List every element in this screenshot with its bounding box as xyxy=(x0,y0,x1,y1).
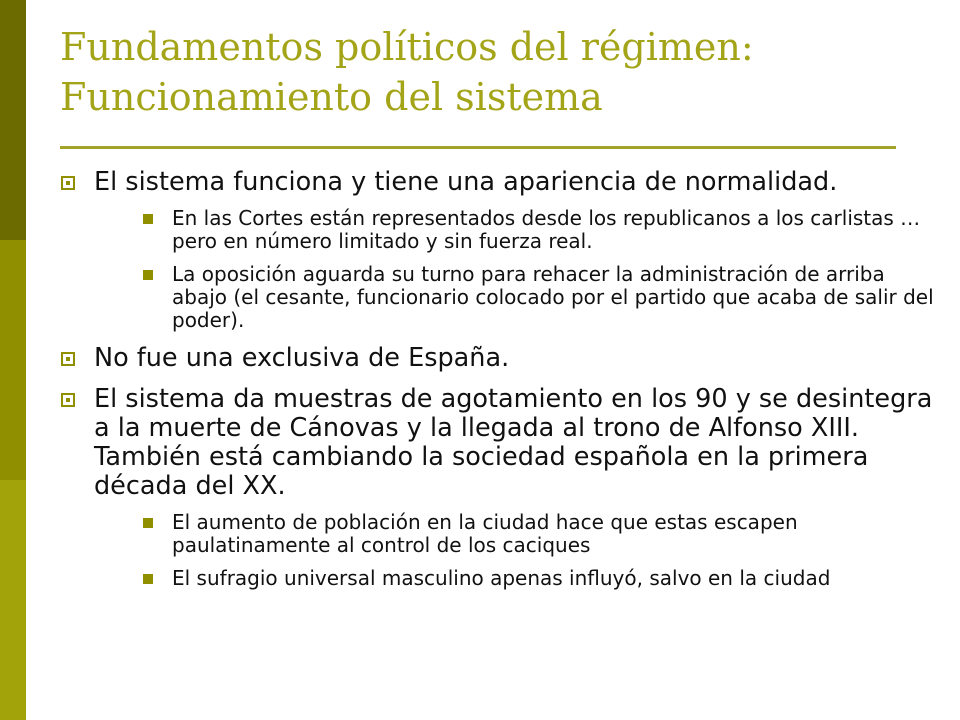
bullet-point-2 xyxy=(60,344,940,373)
sub-bullet-text: La oposición aguarda su turno para rehacer la administración de arriba abajo (el cesante, funcionario colocado por el partido que acaba de salir del poder). xyxy=(172,262,934,332)
filled-square-bullet-icon xyxy=(143,214,153,224)
square-bullet-icon xyxy=(61,393,75,407)
sidebar-band-light xyxy=(0,480,26,720)
bullet-point-text: No fue una exclusiva de España. xyxy=(94,343,510,373)
sidebar-band-mid xyxy=(0,240,26,480)
sidebar-band-dark xyxy=(0,0,26,240)
sub-bullet-list xyxy=(94,511,940,590)
title-divider xyxy=(60,146,896,149)
slide-title-line-2: Funcionamiento del sistema xyxy=(60,75,603,119)
bullet-point-3 xyxy=(60,385,940,590)
sub-bullet-point xyxy=(94,511,940,557)
bullet-point-text: El sistema funciona y tiene una apariencia de normalidad. xyxy=(94,167,838,197)
filled-square-bullet-icon xyxy=(143,574,153,584)
sub-bullet-text: El sufragio universal masculino apenas influyó, salvo en la ciudad xyxy=(172,566,831,590)
sub-bullet-point xyxy=(94,567,940,590)
sub-bullet-point xyxy=(94,207,940,253)
square-bullet-icon xyxy=(61,352,75,366)
sub-bullet-list xyxy=(94,207,940,332)
bullet-point-1 xyxy=(60,168,940,332)
square-bullet-icon xyxy=(61,176,75,190)
slide-title-line-1: Fundamentos políticos del régimen: xyxy=(60,25,754,69)
sub-bullet-point xyxy=(94,263,940,332)
bullet-list xyxy=(60,168,940,602)
filled-square-bullet-icon xyxy=(143,270,153,280)
filled-square-bullet-icon xyxy=(143,518,153,528)
sub-bullet-text: En las Cortes están representados desde los republicanos a los carlistas … pero en número limitado y sin fuerza real. xyxy=(172,206,921,253)
sub-bullet-text: El aumento de población en la ciudad hace que estas escapen paulatinamente al control de los caciques xyxy=(172,510,798,557)
bullet-point-text: El sistema da muestras de agotamiento en los 90 y se desintegra a la muerte de Cánovas y la llegada al trono de Alfonso XIII. También está cambiando la sociedad española en la primera década del XX. xyxy=(94,384,933,501)
slide-title xyxy=(60,22,940,122)
